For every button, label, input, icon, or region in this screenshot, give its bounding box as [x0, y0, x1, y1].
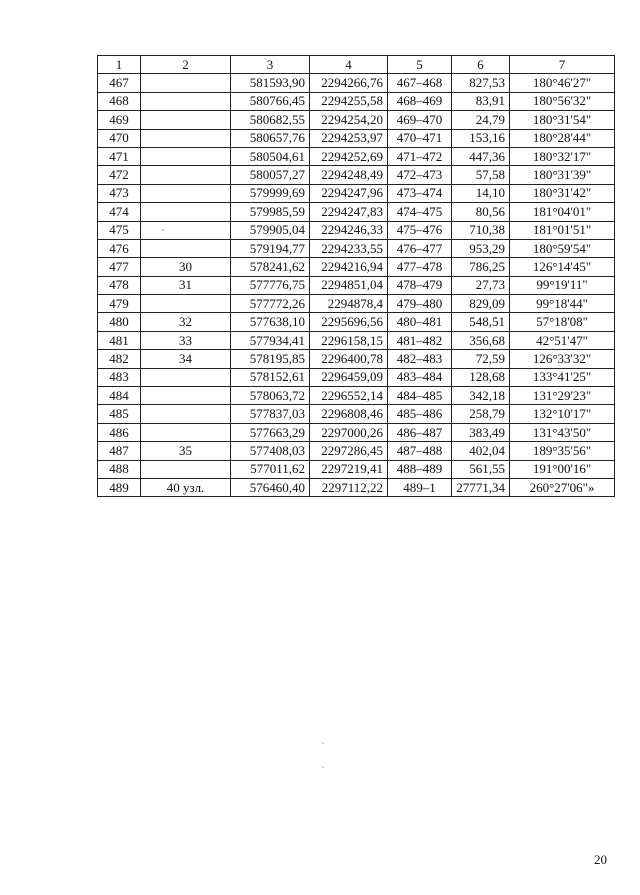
table-row [98, 258, 615, 276]
table-cell [141, 184, 231, 202]
table-row [98, 313, 615, 331]
table-cell: 258,79 [452, 405, 510, 423]
table-cell: 580057,27 [231, 166, 310, 184]
table-cell: 2295696,56 [310, 313, 388, 331]
table-cell: 471–472 [388, 147, 452, 165]
table-cell [141, 368, 231, 386]
table-cell: 180°46'27" [510, 74, 615, 92]
table-cell: 72,59 [452, 350, 510, 368]
table-cell: 578063,72 [231, 387, 310, 405]
table-cell: 474 [98, 203, 141, 221]
table-cell: 2294252,69 [310, 147, 388, 165]
table-cell: 99°18'44" [510, 295, 615, 313]
table-row [98, 368, 615, 386]
column-header: 7 [510, 56, 615, 74]
table-cell: 577837,03 [231, 405, 310, 423]
column-header: 4 [310, 56, 388, 74]
table-cell: 2297112,22 [310, 478, 388, 496]
table-row [98, 239, 615, 257]
table-cell: 447,36 [452, 147, 510, 165]
table-cell: 476–477 [388, 239, 452, 257]
table-cell: 578152,61 [231, 368, 310, 386]
table-cell: 786,25 [452, 258, 510, 276]
table-cell: 2294216,94 [310, 258, 388, 276]
table-cell: 80,56 [452, 203, 510, 221]
table-cell: 24,79 [452, 111, 510, 129]
table-cell: 577638,10 [231, 313, 310, 331]
table-header-row [98, 56, 615, 74]
table-cell: 484–485 [388, 387, 452, 405]
table-cell: 473 [98, 184, 141, 202]
table-cell: 577772,26 [231, 295, 310, 313]
table-cell: 356,68 [452, 331, 510, 349]
table-cell: 561,55 [452, 460, 510, 478]
table-cell: 481–482 [388, 331, 452, 349]
table-cell: 180°31'39" [510, 166, 615, 184]
table-cell: 2294248,49 [310, 166, 388, 184]
table-row [98, 423, 615, 441]
table-cell: 475 [98, 221, 141, 239]
table-cell: 474–475 [388, 203, 452, 221]
table-cell: 2294878,4 [310, 295, 388, 313]
table-cell: 131°43'50" [510, 423, 615, 441]
table-cell: 2294247,83 [310, 203, 388, 221]
table-cell: 57°18'08" [510, 313, 615, 331]
table-cell: 477 [98, 258, 141, 276]
table-row [98, 166, 615, 184]
table-cell: 579905,04 [231, 221, 310, 239]
table-cell: 2296808,46 [310, 405, 388, 423]
table-body [98, 74, 615, 497]
table-cell: 581593,90 [231, 74, 310, 92]
table-row [98, 405, 615, 423]
table-cell: 578241,62 [231, 258, 310, 276]
table-cell: 2294254,20 [310, 111, 388, 129]
table-cell: 99°19'11" [510, 276, 615, 294]
coordinates-table [97, 55, 615, 497]
table-cell: 477–478 [388, 258, 452, 276]
scan-speck [162, 229, 164, 231]
table-cell [141, 203, 231, 221]
table-cell: 128,68 [452, 368, 510, 386]
table-cell: 580504,61 [231, 147, 310, 165]
table-cell: 133°41'25" [510, 368, 615, 386]
table-cell: 472 [98, 166, 141, 184]
table-cell: 32 [141, 313, 231, 331]
table-cell: 476 [98, 239, 141, 257]
table-cell: 126°14'45" [510, 258, 615, 276]
table-cell: 471 [98, 147, 141, 165]
table-cell: 579985,59 [231, 203, 310, 221]
table-cell: 488–489 [388, 460, 452, 478]
table-cell [141, 387, 231, 405]
table-cell [141, 92, 231, 110]
table-row [98, 203, 615, 221]
table-cell [141, 129, 231, 147]
table-cell: 132°10'17" [510, 405, 615, 423]
table-cell: 42°51'47" [510, 331, 615, 349]
scan-speck [322, 766, 324, 768]
table-cell: 488 [98, 460, 141, 478]
table-cell: 480 [98, 313, 141, 331]
table-cell: 577776,75 [231, 276, 310, 294]
table-cell: 483–484 [388, 368, 452, 386]
table-cell: 402,04 [452, 442, 510, 460]
table-cell: 489–1 [388, 478, 452, 496]
table-cell: 27,73 [452, 276, 510, 294]
table-cell: 2294851,04 [310, 276, 388, 294]
table-cell: 467–468 [388, 74, 452, 92]
table-cell: 953,29 [452, 239, 510, 257]
table-cell: 829,09 [452, 295, 510, 313]
table-cell: 35 [141, 442, 231, 460]
table-cell: 191°00'16" [510, 460, 615, 478]
table-cell: 2297286,45 [310, 442, 388, 460]
table-cell: 473–474 [388, 184, 452, 202]
table-cell [141, 405, 231, 423]
table-cell: 487–488 [388, 442, 452, 460]
table-cell: 580682,55 [231, 111, 310, 129]
table-row [98, 184, 615, 202]
table-cell: 484 [98, 387, 141, 405]
table-cell: 131°29'23" [510, 387, 615, 405]
table-cell [141, 295, 231, 313]
table-cell: 577408,03 [231, 442, 310, 460]
table-cell: 2297000,26 [310, 423, 388, 441]
table-cell: 2294246,33 [310, 221, 388, 239]
table-cell: 487 [98, 442, 141, 460]
table-cell: 579194,77 [231, 239, 310, 257]
table-cell: 478–479 [388, 276, 452, 294]
table-cell: 180°31'54" [510, 111, 615, 129]
table-cell: 181°01'51" [510, 221, 615, 239]
table-cell: 383,49 [452, 423, 510, 441]
table-cell: 40 узл. [141, 478, 231, 496]
table-cell: 180°32'17" [510, 147, 615, 165]
table-row [98, 460, 615, 478]
table-cell: 83,91 [452, 92, 510, 110]
table-cell: 342,18 [452, 387, 510, 405]
column-header: 5 [388, 56, 452, 74]
table-row [98, 478, 615, 496]
table-cell: 180°28'44" [510, 129, 615, 147]
table-cell: 2294266,76 [310, 74, 388, 92]
table-cell: 27771,34 [452, 478, 510, 496]
table-cell: 2296552,14 [310, 387, 388, 405]
table-cell: 576460,40 [231, 478, 310, 496]
table-row [98, 387, 615, 405]
table-cell [141, 221, 231, 239]
table-cell: 486–487 [388, 423, 452, 441]
column-header: 3 [231, 56, 310, 74]
table-cell: 31 [141, 276, 231, 294]
table-cell: 577011,62 [231, 460, 310, 478]
table-cell: 479–480 [388, 295, 452, 313]
table-row [98, 147, 615, 165]
table-cell: 470 [98, 129, 141, 147]
table-cell: 580657,76 [231, 129, 310, 147]
table-cell: 469 [98, 111, 141, 129]
table-cell: 482–483 [388, 350, 452, 368]
table-cell [141, 239, 231, 257]
page-number: 20 [594, 852, 607, 867]
table-cell: 2296158,15 [310, 331, 388, 349]
table-cell: 482 [98, 350, 141, 368]
table-cell: 34 [141, 350, 231, 368]
table-cell: 2296459,09 [310, 368, 388, 386]
table-cell [141, 74, 231, 92]
table-cell: 181°04'01" [510, 203, 615, 221]
table-cell: 180°31'42" [510, 184, 615, 202]
table-cell: 470–471 [388, 129, 452, 147]
table-row [98, 276, 615, 294]
column-header: 1 [98, 56, 141, 74]
table-cell: 153,16 [452, 129, 510, 147]
column-header: 6 [452, 56, 510, 74]
table-cell: 475–476 [388, 221, 452, 239]
table-cell: 180°56'32" [510, 92, 615, 110]
table-cell: 472–473 [388, 166, 452, 184]
scan-speck [322, 742, 324, 744]
table-row [98, 221, 615, 239]
table-cell: 469–470 [388, 111, 452, 129]
table-cell: 481 [98, 331, 141, 349]
table-cell: 483 [98, 368, 141, 386]
table-cell: 2294233,55 [310, 239, 388, 257]
table-row [98, 331, 615, 349]
table-cell: 485–486 [388, 405, 452, 423]
table-cell: 2294255,58 [310, 92, 388, 110]
table-cell: 260°27'06"» [510, 478, 615, 496]
table-row [98, 92, 615, 110]
table-row [98, 111, 615, 129]
table-cell: 33 [141, 331, 231, 349]
table-cell: 486 [98, 423, 141, 441]
table-cell: 827,53 [452, 74, 510, 92]
table-row [98, 442, 615, 460]
table-cell: 577663,29 [231, 423, 310, 441]
table-cell: 478 [98, 276, 141, 294]
table-cell: 577934,41 [231, 331, 310, 349]
table-cell: 485 [98, 405, 141, 423]
table-cell: 467 [98, 74, 141, 92]
column-header: 2 [141, 56, 231, 74]
table-row [98, 74, 615, 92]
table-cell [141, 147, 231, 165]
table-cell [141, 460, 231, 478]
table-row [98, 350, 615, 368]
table-cell: 126°33'32" [510, 350, 615, 368]
table-cell: 14,10 [452, 184, 510, 202]
table-cell: 468 [98, 92, 141, 110]
table-cell [141, 423, 231, 441]
table-cell: 480–481 [388, 313, 452, 331]
table-cell: 57,58 [452, 166, 510, 184]
table-cell: 30 [141, 258, 231, 276]
table-cell: 579999,69 [231, 184, 310, 202]
table-cell: 2294253,97 [310, 129, 388, 147]
table-cell: 189°35'56" [510, 442, 615, 460]
table-cell: 479 [98, 295, 141, 313]
table-cell: 2296400,78 [310, 350, 388, 368]
table-cell: 710,38 [452, 221, 510, 239]
table-cell: 578195,85 [231, 350, 310, 368]
table-row [98, 129, 615, 147]
table-cell: 2297219,41 [310, 460, 388, 478]
table-cell: 580766,45 [231, 92, 310, 110]
table-cell: 548,51 [452, 313, 510, 331]
table-row [98, 295, 615, 313]
table-cell [141, 166, 231, 184]
table-cell: 489 [98, 478, 141, 496]
table-cell: 180°59'54" [510, 239, 615, 257]
table-cell: 468–469 [388, 92, 452, 110]
table-cell: 2294247,96 [310, 184, 388, 202]
table-cell [141, 111, 231, 129]
